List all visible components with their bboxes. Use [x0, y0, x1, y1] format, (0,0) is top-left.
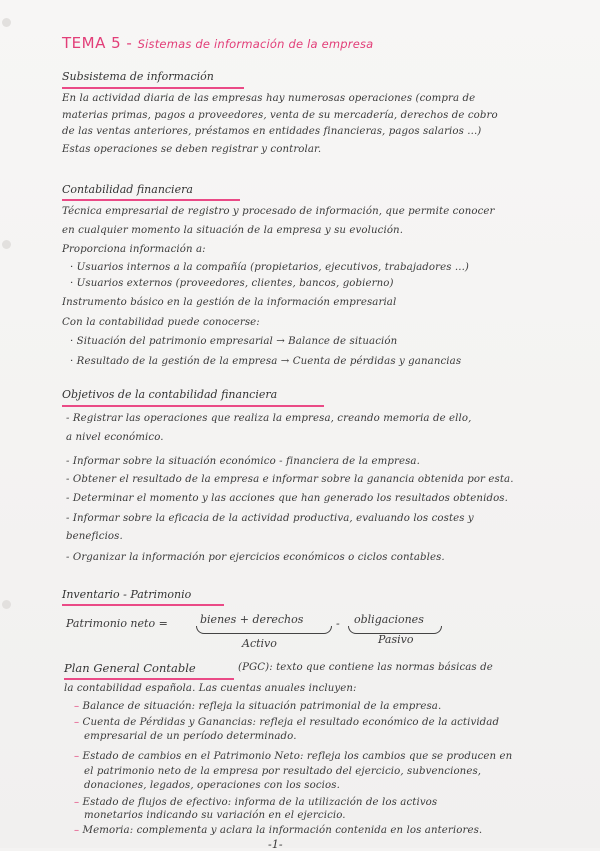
pgc-item [74, 825, 482, 836]
heading-pgc: Plan General Contable [64, 661, 196, 675]
pgc-item-text: Balance de situación: refleja la situación patrimonial de la empresa. [82, 701, 442, 712]
equation-left: Patrimonio neto = [66, 617, 168, 630]
pgc-item-text: Memoria: complementa y aclara la información contenida en los anteriores. [82, 825, 483, 836]
s3-line: beneficios. [66, 531, 123, 542]
pgc-item [74, 797, 437, 808]
s2-line: Instrumento básico en la gestión de la información empresarial [62, 297, 397, 308]
heading-underline [62, 199, 240, 201]
title-sub: Sistemas de información de la empresa [137, 37, 374, 51]
s2-line: Técnica empresarial de registro y procesado de información, que permite conocer [62, 206, 495, 217]
punch-hole [2, 18, 11, 27]
heading-subsistema: Subsistema de información [62, 70, 214, 83]
s3-line: a nivel económico. [66, 432, 164, 443]
pink-dash: – [74, 701, 83, 712]
equation-liabilities: obligaciones [354, 613, 424, 626]
pink-dash: – [74, 825, 83, 836]
s1-line: En la actividad diaria de las empresas hay numerosas operaciones (compra de [62, 93, 476, 104]
s1-line: Estas operaciones se deben registrar y controlar. [62, 144, 322, 155]
brace-activo [196, 626, 332, 634]
s2-line: en cualquier momento la situación de la empresa y su evolución. [62, 225, 404, 236]
pgc-item-cont: donaciones, legados, operaciones con los socios. [84, 780, 340, 791]
pgc-item [74, 751, 512, 762]
s3-line: - Determinar el momento y las acciones que han generado los resultados obtenidos. [66, 493, 508, 504]
heading-underline [62, 87, 244, 89]
pink-dash: – [74, 751, 83, 762]
pgc-item-text: Estado de flujos de efectivo: informa de la utilización de los activos [82, 797, 438, 808]
pgc-item [74, 717, 499, 728]
pink-dash: – [74, 797, 83, 808]
pgc-item-text: Cuenta de Pérdidas y Ganancias: refleja el resultado económico de la actividad [82, 717, 500, 728]
s3-line: - Informar sobre la eficacia de la actividad productiva, evaluando los costes y [66, 513, 474, 524]
pink-dash: – [74, 717, 83, 728]
punch-hole [2, 240, 11, 249]
heading-objetivos: Objetivos de la contabilidad financiera [62, 388, 278, 401]
s2-line: · Usuarios externos (proveedores, clientes, bancos, gobierno) [70, 278, 394, 289]
label-activo: Activo [242, 637, 277, 650]
s2-line: · Resultado de la gestión de la empresa → Cuenta de pérdidas y ganancias [70, 356, 462, 367]
pgc-intro: la contabilidad española. Las cuentas anuales incluyen: [64, 683, 357, 694]
equation-assets: bienes + derechos [200, 613, 304, 626]
s2-line: · Situación del patrimonio empresarial → Balance de situación [70, 336, 398, 347]
s2-line: Proporciona información a: [62, 244, 206, 255]
heading-underline [62, 604, 224, 606]
s1-line: materias primas, pagos a proveedores, venta de su mercadería, derechos de cobro [62, 110, 498, 121]
pgc-item-cont: monetarios indicando su variación en el ejercicio. [84, 810, 346, 821]
heading-contabilidad: Contabilidad financiera [62, 183, 193, 196]
s3-line: - Organizar la información por ejercicios económicos o ciclos contables. [66, 552, 445, 563]
page-title [62, 34, 373, 52]
s2-line: Con la contabilidad puede conocerse: [62, 317, 260, 328]
pgc-item-cont: empresarial de un período determinado. [84, 731, 297, 742]
s3-line: - Obtener el resultado de la empresa e informar sobre la ganancia obtenida por esta. [66, 474, 514, 485]
label-pasivo: Pasivo [378, 633, 414, 646]
s2-line: · Usuarios internos a la compañía (propietarios, ejecutivos, trabajadores ...) [70, 262, 469, 273]
s3-line: - Registrar las operaciones que realiza la empresa, creando memoria de ello, [66, 413, 472, 424]
punch-holes [0, 0, 14, 848]
heading-inventario: Inventario - Patrimonio [62, 588, 192, 601]
pgc-intro: (PGC): texto que contiene las normas básicas de [238, 662, 493, 673]
s1-line: de las ventas anteriores, préstamos en entidades financieras, pagos salarios ...) [62, 126, 482, 137]
punch-hole [2, 600, 11, 609]
heading-underline [64, 678, 234, 680]
heading-underline [62, 405, 324, 407]
pgc-item-text: Estado de cambios en el Patrimonio Neto: refleja los cambios que se producen en [82, 751, 513, 762]
title-main: TEMA 5 - [62, 34, 133, 52]
pgc-item [74, 701, 441, 712]
s3-line: - Informar sobre la situación económico - financiera de la empresa. [66, 456, 420, 467]
page-number: -1- [268, 838, 283, 851]
equation-minus: - [336, 617, 340, 630]
pgc-item-cont: el patrimonio neto de la empresa por resultado del ejercicio, subvenciones, [84, 766, 482, 777]
